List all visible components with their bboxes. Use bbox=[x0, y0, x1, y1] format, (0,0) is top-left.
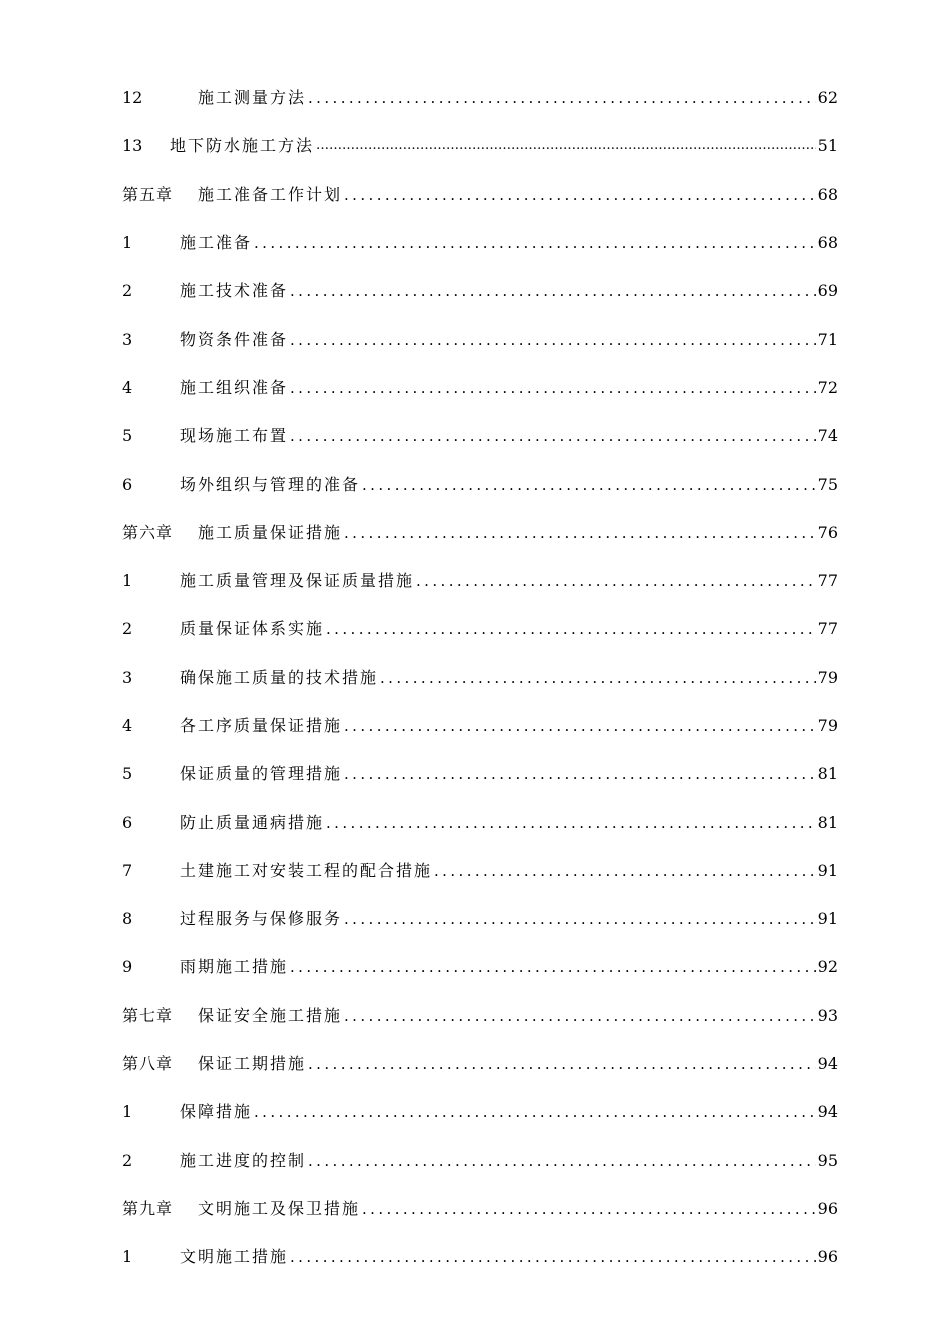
toc-leader-dots bbox=[362, 471, 816, 499]
toc-entry-title: 物资条件准备 bbox=[180, 329, 289, 349]
toc-chapter-page: 94 bbox=[817, 1054, 838, 1074]
toc-chapter-title: 文明施工及保卫措施 bbox=[198, 1198, 361, 1218]
toc-chapter[interactable] bbox=[122, 992, 838, 1040]
toc-entry-title: 施工测量方法 bbox=[198, 88, 307, 108]
toc-entry-title: 施工进度的控制 bbox=[180, 1150, 307, 1170]
toc-entry[interactable] bbox=[122, 557, 838, 605]
toc-entry-page: 94 bbox=[817, 1102, 838, 1122]
toc-entry-title: 各工序质量保证措施 bbox=[180, 716, 343, 735]
toc-leader-dots bbox=[362, 1195, 816, 1223]
toc-leader-dots bbox=[344, 712, 816, 740]
toc-entry-title: 文明施工措施 bbox=[180, 1247, 289, 1267]
toc-entry[interactable] bbox=[122, 895, 838, 943]
toc-chapter[interactable] bbox=[122, 171, 838, 219]
toc-entry[interactable] bbox=[122, 847, 838, 895]
toc-entry-page: 81 bbox=[817, 812, 838, 832]
toc-entry-title: 防止质量通病措施 bbox=[180, 812, 325, 832]
toc-entry-number: 5 bbox=[122, 764, 133, 784]
toc-entry-title: 地下防水施工方法 bbox=[170, 136, 315, 156]
toc-entry-number: 2 bbox=[122, 1150, 133, 1170]
toc-entry-title: 过程服务与保修服务 bbox=[180, 909, 343, 929]
toc-entry-title: 雨期施工措施 bbox=[180, 957, 289, 977]
toc-entry-page: 91 bbox=[817, 909, 838, 929]
toc-chapter[interactable] bbox=[122, 1185, 838, 1233]
toc-leader-dots bbox=[344, 905, 816, 933]
toc-entry[interactable] bbox=[122, 1088, 838, 1136]
toc-leader-dots bbox=[316, 132, 816, 160]
toc-entry-page: 62 bbox=[817, 88, 838, 108]
toc-leader-dots bbox=[308, 1147, 816, 1175]
toc-entry-title: 保证质量的管理措施 bbox=[180, 764, 343, 784]
toc-entry[interactable] bbox=[122, 74, 838, 122]
toc-leader-dots bbox=[326, 615, 816, 643]
toc-chapter-title: 保证安全施工措施 bbox=[198, 1005, 343, 1025]
toc-entry-page: 77 bbox=[817, 571, 838, 591]
toc-leader-dots bbox=[290, 1243, 816, 1271]
toc-entry-title: 现场施工布置 bbox=[180, 426, 289, 446]
toc-leader-dots bbox=[326, 809, 816, 837]
toc-entry[interactable] bbox=[122, 122, 838, 170]
toc-entry-title: 施工质量管理及保证质量措施 bbox=[180, 571, 415, 591]
toc-entry[interactable] bbox=[122, 219, 838, 267]
toc-chapter[interactable] bbox=[122, 509, 838, 557]
toc-entry[interactable] bbox=[122, 315, 838, 363]
toc-entry-number: 9 bbox=[122, 957, 133, 977]
toc-entry-number: 1 bbox=[122, 1102, 133, 1122]
toc-entry-number: 7 bbox=[122, 860, 133, 880]
toc-entry-page: 51 bbox=[817, 136, 838, 156]
toc-leader-dots bbox=[290, 953, 816, 981]
toc-entry-number: 4 bbox=[122, 377, 133, 397]
toc-entry[interactable] bbox=[122, 460, 838, 508]
toc-entry-page: 81 bbox=[817, 764, 838, 784]
toc-entry[interactable] bbox=[122, 798, 838, 846]
toc-chapter-number: 第八章 bbox=[122, 1054, 174, 1074]
toc-entry-number: 6 bbox=[122, 812, 133, 832]
toc-entry[interactable] bbox=[122, 1233, 838, 1281]
toc-chapter-number: 第六章 bbox=[122, 522, 174, 542]
toc-entry-number: 5 bbox=[122, 426, 133, 446]
toc-entry-number: 1 bbox=[122, 233, 133, 253]
toc-entry-page: 95 bbox=[817, 1150, 838, 1170]
toc-entry-number: 4 bbox=[122, 716, 133, 735]
toc-entry-page: 91 bbox=[817, 860, 838, 880]
toc-entry-title: 施工准备 bbox=[180, 233, 253, 253]
toc-entry[interactable] bbox=[122, 750, 838, 798]
toc-entry-page: 74 bbox=[817, 426, 838, 446]
toc-leader-dots bbox=[290, 277, 816, 305]
toc-chapter-page: 93 bbox=[817, 1005, 838, 1025]
toc-entry-page: 71 bbox=[817, 329, 838, 349]
toc-entry-page: 68 bbox=[817, 233, 838, 253]
toc-leader-dots bbox=[344, 1002, 816, 1030]
toc-entry-page: 96 bbox=[817, 1247, 838, 1267]
toc-chapter-number: 第五章 bbox=[122, 184, 174, 204]
toc-entry-number: 1 bbox=[122, 571, 133, 591]
toc-chapter-title: 施工质量保证措施 bbox=[198, 522, 343, 542]
toc-entry-number: 8 bbox=[122, 909, 133, 929]
toc-entry-title: 保障措施 bbox=[180, 1102, 253, 1122]
toc-entry[interactable] bbox=[122, 412, 838, 460]
toc-entry-title: 场外组织与管理的准备 bbox=[180, 474, 361, 494]
toc-leader-dots bbox=[344, 760, 816, 788]
toc-entry-number: 3 bbox=[122, 329, 133, 349]
toc-entry-title: 施工组织准备 bbox=[180, 377, 289, 397]
toc-leader-dots bbox=[290, 374, 816, 402]
toc-leader-dots bbox=[344, 181, 816, 209]
toc-leader-dots bbox=[254, 1098, 816, 1126]
toc-leader-dots bbox=[308, 1050, 816, 1078]
toc-entry-page: 79 bbox=[817, 716, 838, 735]
toc-chapter-number: 第七章 bbox=[122, 1005, 174, 1025]
toc-entry[interactable] bbox=[122, 605, 838, 653]
toc-chapter-number: 第九章 bbox=[122, 1198, 174, 1218]
toc-leader-dots bbox=[308, 84, 816, 112]
toc-entry-page: 92 bbox=[817, 957, 838, 977]
toc-entry[interactable] bbox=[122, 943, 838, 991]
toc-entry-page: 69 bbox=[817, 281, 838, 301]
toc-entry-page: 75 bbox=[817, 474, 838, 494]
toc-leader-dots bbox=[416, 567, 816, 595]
toc-chapter[interactable] bbox=[122, 1040, 838, 1088]
toc-entry-title: 质量保证体系实施 bbox=[180, 619, 325, 639]
toc-chapter-page: 96 bbox=[817, 1198, 838, 1218]
toc-entry[interactable] bbox=[122, 702, 838, 750]
toc-chapter-title: 保证工期措施 bbox=[198, 1054, 307, 1074]
toc-entry-number: 6 bbox=[122, 474, 133, 494]
toc-leader-dots bbox=[290, 422, 816, 450]
toc-entry-title: 施工技术准备 bbox=[180, 281, 289, 301]
toc-chapter-page: 76 bbox=[817, 522, 838, 542]
toc-entry[interactable] bbox=[122, 267, 838, 315]
toc-entry-number: 3 bbox=[122, 667, 133, 687]
toc-entry[interactable] bbox=[122, 364, 838, 412]
toc-leader-dots bbox=[434, 857, 816, 885]
toc-leader-dots bbox=[254, 229, 816, 257]
toc-entry-number: 2 bbox=[122, 281, 133, 301]
toc-entry-page: 77 bbox=[817, 619, 838, 639]
toc-chapter-page: 68 bbox=[817, 184, 838, 204]
toc-entry-title: 确保施工质量的技术措施 bbox=[180, 667, 379, 687]
toc-entry[interactable] bbox=[122, 654, 838, 702]
toc-chapter-title: 施工准备工作计划 bbox=[198, 184, 343, 204]
toc-entry-page: 79 bbox=[817, 667, 838, 687]
toc-entry-page: 72 bbox=[817, 377, 838, 397]
toc-entry-title: 土建施工对安装工程的配合措施 bbox=[180, 860, 433, 880]
toc-entry-number: 1 bbox=[122, 1247, 133, 1267]
toc-leader-dots bbox=[290, 326, 816, 354]
toc-leader-dots bbox=[344, 519, 816, 547]
toc-entry[interactable] bbox=[122, 1137, 838, 1185]
toc-leader-dots bbox=[380, 664, 816, 692]
toc-entry-number: 2 bbox=[122, 619, 133, 639]
table-of-contents bbox=[122, 74, 838, 1281]
toc-entry-number: 12 bbox=[122, 88, 143, 108]
toc-entry-number: 13 bbox=[122, 136, 143, 156]
